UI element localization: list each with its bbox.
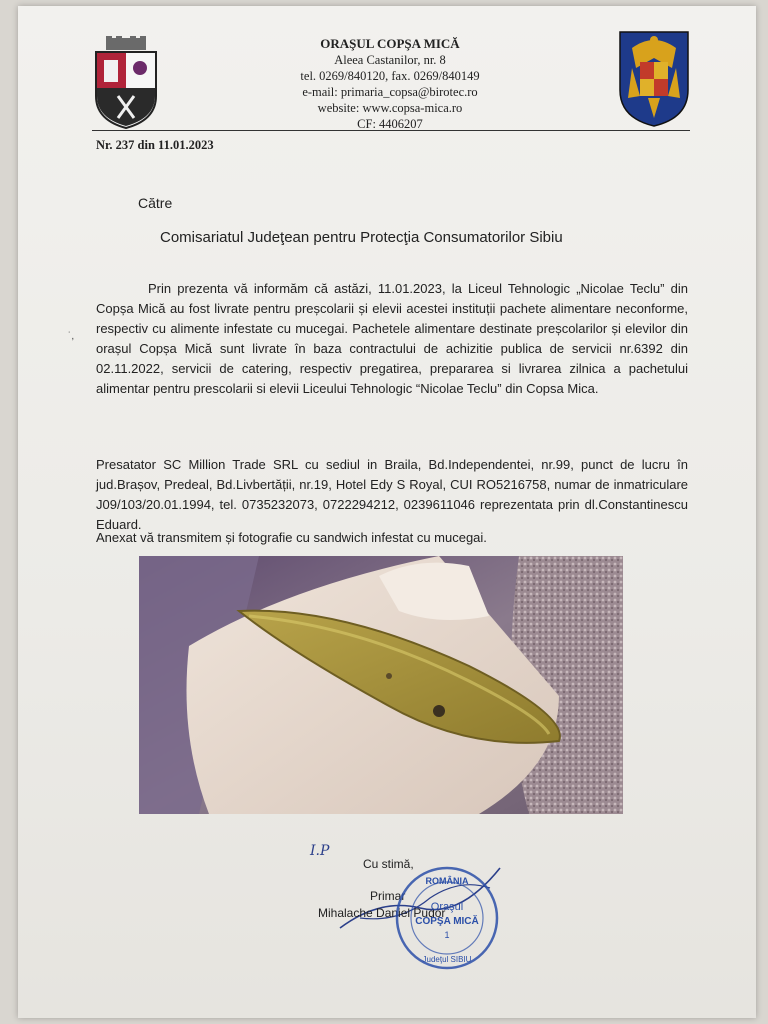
stamp-bottom-text: Judeţul SIBIU <box>422 955 472 964</box>
signatory-name: Mihalache Daniel Pudor <box>318 906 446 920</box>
institution-website: website: www.copsa-mica.ro <box>317 101 463 115</box>
document-number: Nr. 237 din 11.01.2023 <box>96 138 214 152</box>
stamp-center-1: Oraşul <box>430 901 464 913</box>
letterhead <box>240 36 540 132</box>
stamp-number: 1 <box>444 930 450 940</box>
recipient: Comisariatul Judeţean pentru Protecţia Consumatorilor Sibiu <box>160 229 563 246</box>
moldy-sandwich-photo <box>139 556 623 814</box>
institution-cf: CF: 4406207 <box>357 117 423 131</box>
paragraph-2: Presatator SC Million Trade SRL cu sediul in Braila, Bd.Independentei, nr.99, punct de lucru în jud.Brașov, Predeal, Bd.Livbertății, nr.19, Hotel Edy S Royal, CUI RO5216758, numar de inmatriculare J09/103/20.01.1994, tel. 0735232073, 0722294212, 0239611046 reprezentata prin dl.Constantinescu Eduard. <box>96 457 688 532</box>
margin-initials: I.P <box>310 843 330 859</box>
header-divider <box>92 130 690 131</box>
stamp-top-text: ROMÂNIA <box>425 876 469 886</box>
institution-name: ORAŞUL COPŞA MICĂ <box>320 36 460 51</box>
official-stamp <box>393 864 501 972</box>
paragraph-3: Anexat vă transmitem și fotografie cu sandwich infestat cu mucegai. <box>96 530 487 545</box>
institution-address: Aleea Castanilor, nr. 8 <box>334 53 446 67</box>
salutation: Către <box>138 195 173 211</box>
paragraph-1: Prin prezenta vă informăm că astăzi, 11.01.2023, la Liceul Tehnologic „Nicolae Teclu” din Copșa Mică au fost livrate pentru preșcolarii și elevii acestei instituții pachete alimentare neconforme, respectiv cu alimente infestate cu mucegai. Pachetele alimentare destinate preșcolarilor și elevilor din orașul Copșa Mică sunt livrate în baza contractului de achizitie publica de servicii nr.6392 din 02.11.2022, servicii de catering, respectiv pregatirea, prepararea si livrarea zilnica a pachetului alimentar pentru prescolarii si elevii Liceului Tehnologic “Nicolae Teclu” din Copsa Mica. <box>96 281 688 396</box>
institution-phone: tel. 0269/840120, fax. 0269/840149 <box>300 69 480 83</box>
closing: Cu stimă, <box>363 857 414 871</box>
copsa-mica-coat-of-arms-icon <box>94 36 158 130</box>
romania-coat-of-arms-icon <box>618 28 690 128</box>
stamp-center-2: COPŞA MICĂ <box>415 916 479 927</box>
signatory-role: Primar <box>370 889 406 903</box>
margin-tick: ˙, <box>68 331 75 342</box>
institution-email: e-mail: primaria_copsa@birotec.ro <box>302 85 478 99</box>
